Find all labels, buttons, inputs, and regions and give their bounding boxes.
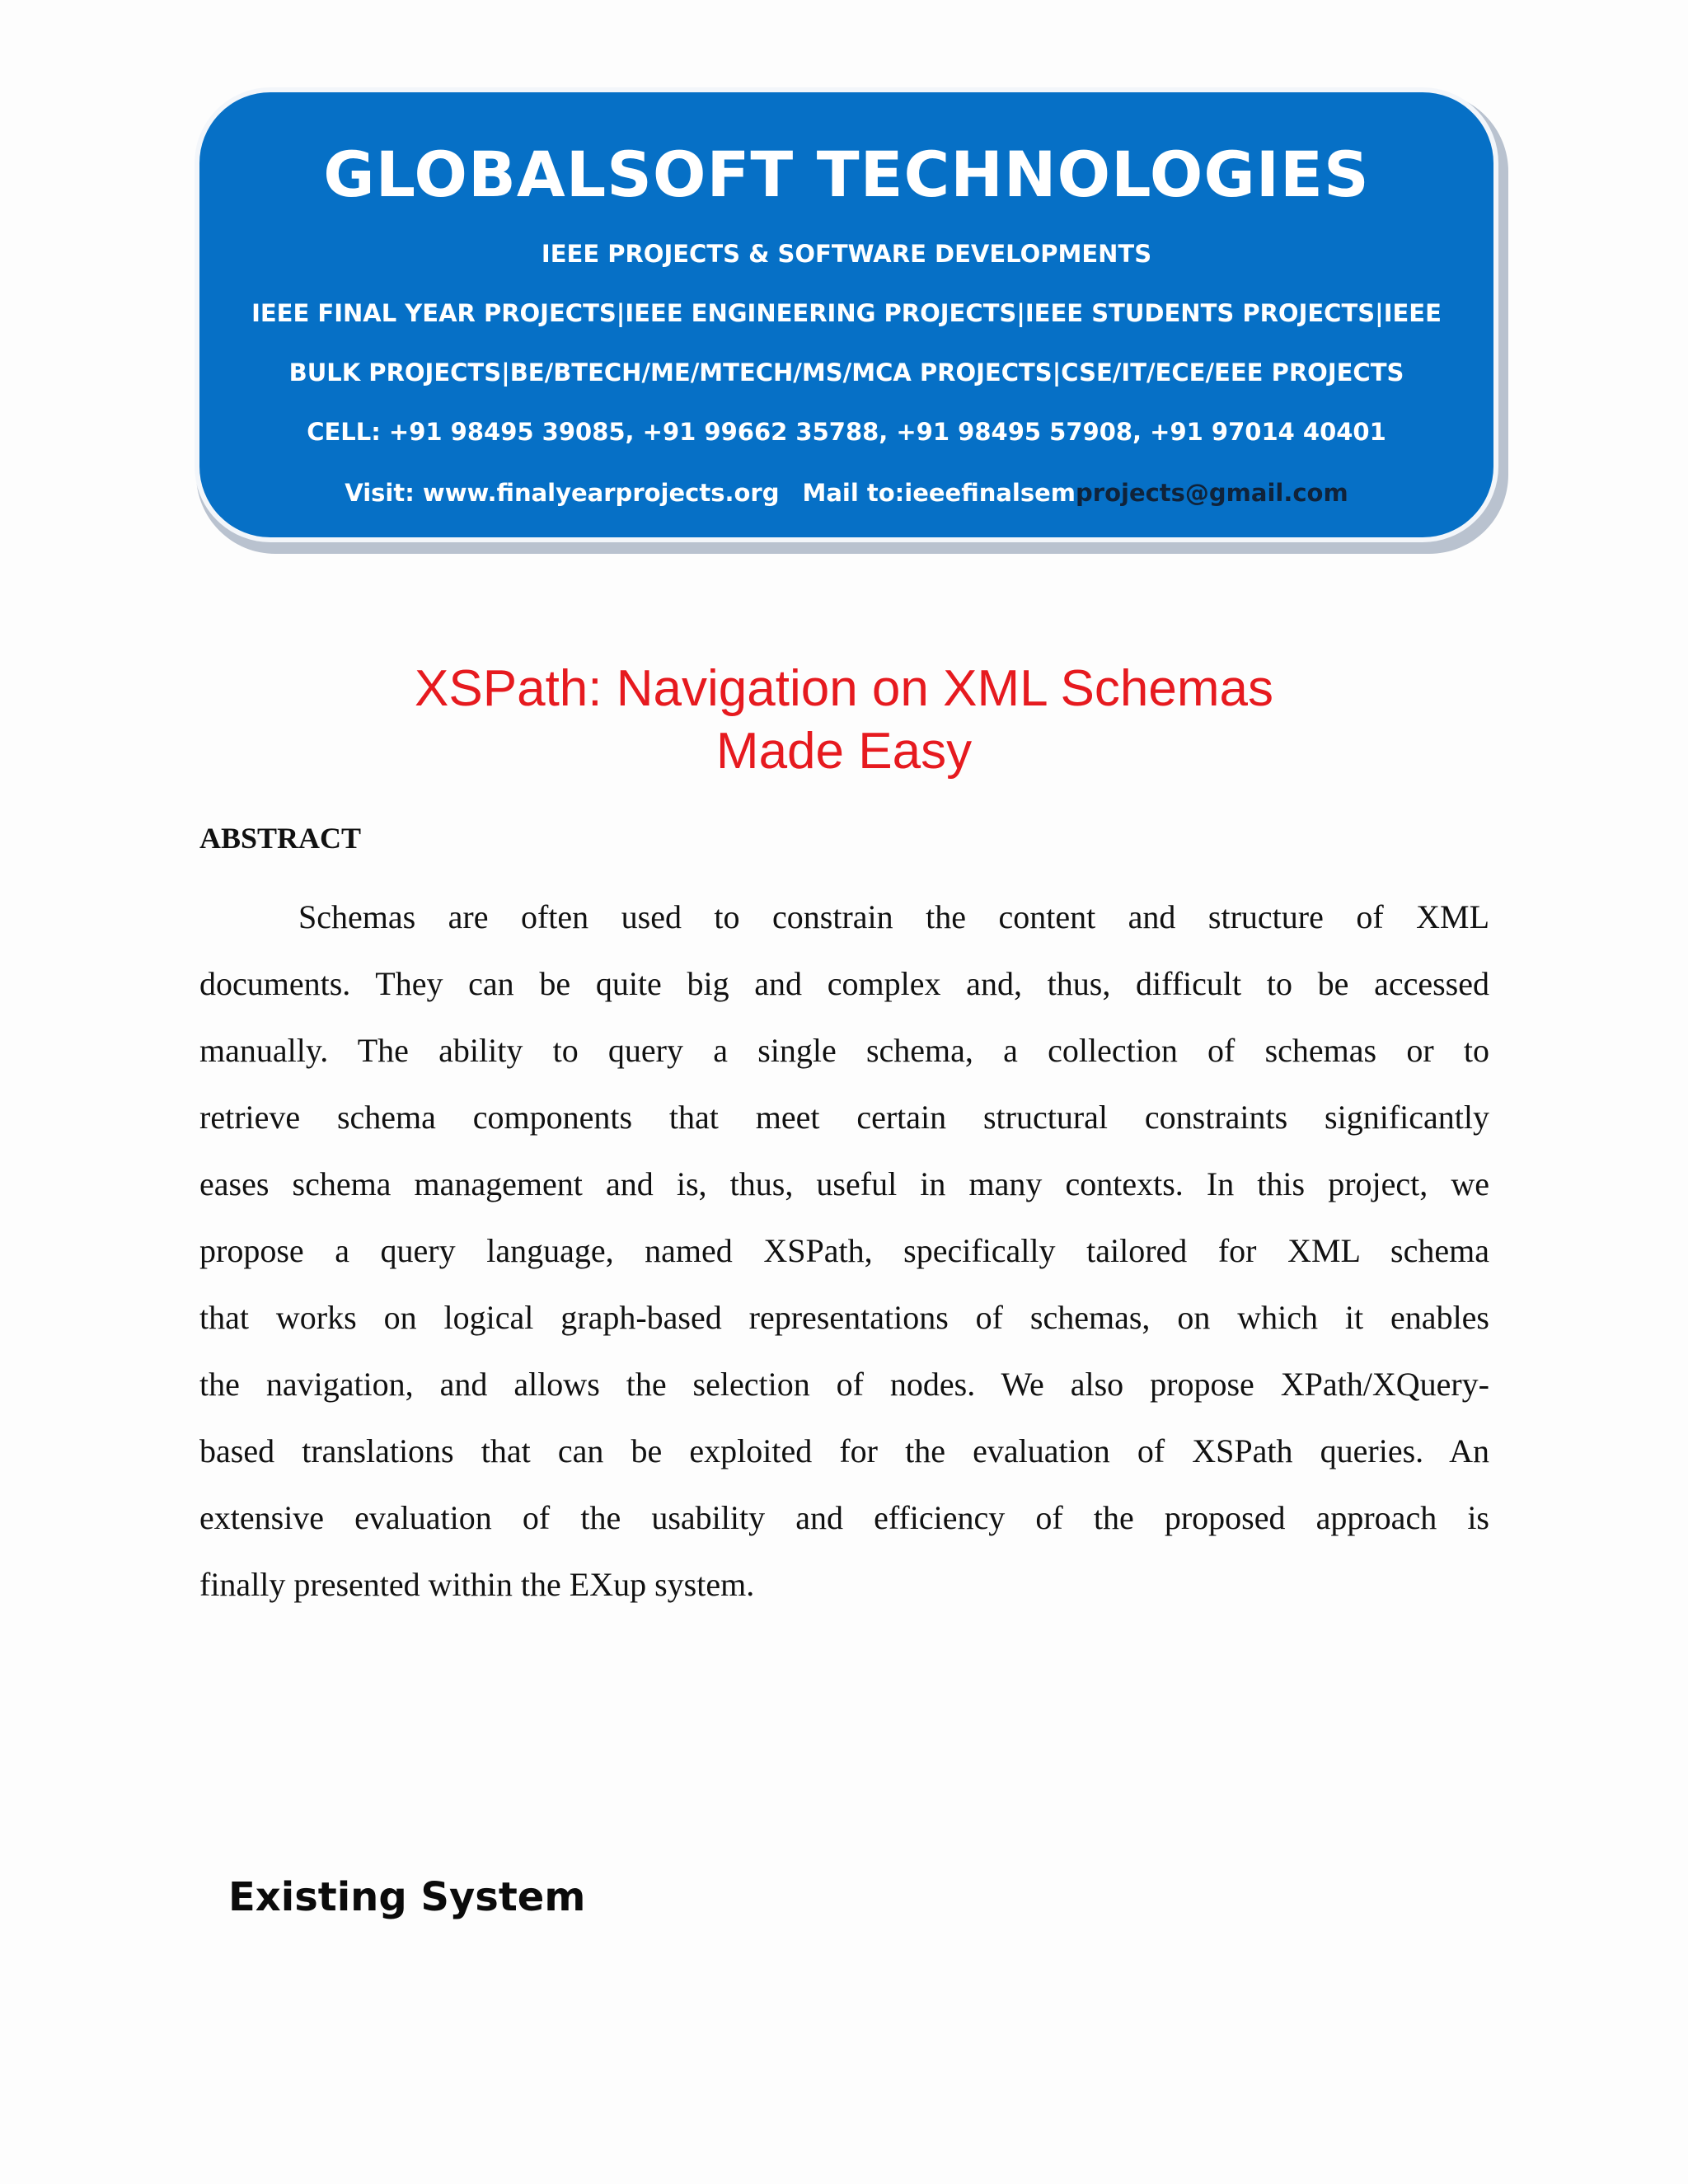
header-banner [195,87,1498,542]
existing-system-heading: Existing System [228,1874,586,1920]
abstract-line: documents. They can be quite big and complex and, thus, difficult to be accessed [199,965,1489,1002]
abstract-line: retrieve schema components that meet certain structural constraints significantly [199,1099,1489,1136]
company-name: GLOBALSOFT TECHNOLOGIES [323,138,1370,211]
abstract-line: finally presented within the EXup system. [199,1566,755,1603]
abstract-line: Schemas are often used to constrain the content and structure of XML [298,898,1489,935]
abstract-line: the navigation, and allows the selection of nodes. We also propose XPath/XQuery- [199,1366,1489,1403]
contact-web-mail [199,476,1493,509]
document-title-line-1: XSPath: Navigation on XML Schemas [415,660,1273,717]
email-prefix[interactable]: Mail to:ieeefinalsem [802,479,1076,507]
abstract-heading: ABSTRACT [199,822,362,855]
abstract-line: extensive evaluation of the usability and efficiency of the proposed approach is [199,1499,1489,1536]
company-tagline: IEEE PROJECTS & SOFTWARE DEVELOPMENTS [541,240,1152,268]
email-suffix[interactable]: projects@gmail.com [1076,479,1348,507]
abstract-line: propose a query language, named XSPath, specifically tailored for XML schema [199,1232,1489,1269]
services-line-2: BULK PROJECTS|BE/BTECH/ME/MTECH/MS/MCA PROJECTS|CSE/IT/ECE/EEE PROJECTS [288,359,1404,387]
document-title-line-2: Made Easy [715,723,973,780]
abstract-line: eases schema management and is, thus, useful in many contexts. In this project, we [199,1165,1489,1202]
abstract-line: manually. The ability to query a single schema, a collection of schemas or to [199,1032,1489,1069]
abstract-line: based translations that can be exploited for the evaluation of XSPath queries. An [199,1432,1489,1469]
contact-phone-numbers: CELL: +91 98495 39085, +91 99662 35788, +91 98495 57908, +91 97014 40401 [307,418,1386,446]
abstract-paragraph [199,883,1489,1618]
website-link[interactable]: Visit: www.finalyearprojects.org [345,479,780,507]
services-line-1: IEEE FINAL YEAR PROJECTS|IEEE ENGINEERING PROJECTS|IEEE STUDENTS PROJECTS|IEEE [251,299,1442,327]
abstract-line: that works on logical graph-based representations of schemas, on which it enables [199,1299,1489,1336]
